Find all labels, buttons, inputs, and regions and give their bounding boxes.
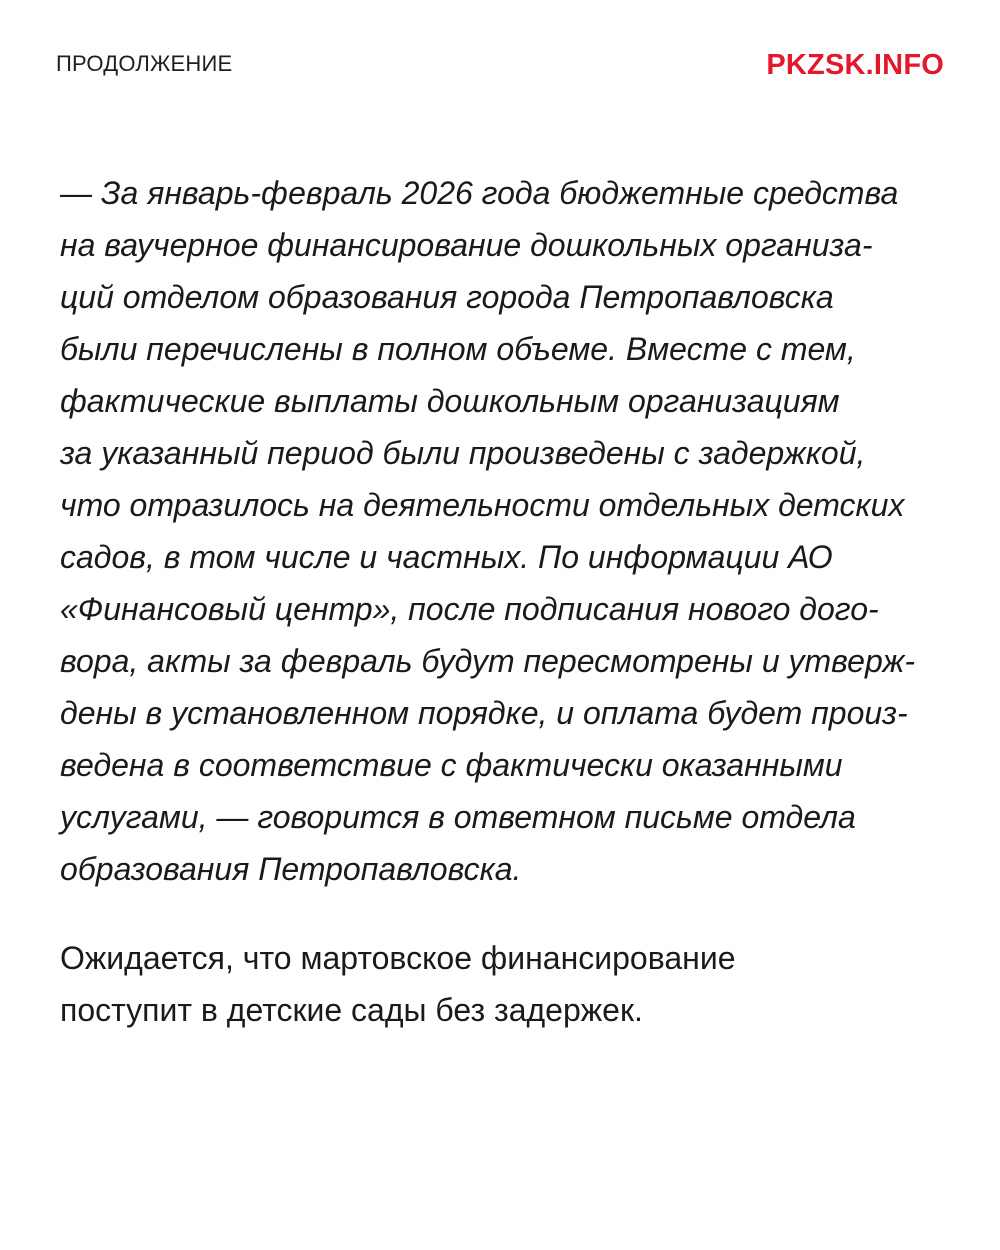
- section-label: ПРОДОЛЖЕНИЕ: [56, 51, 233, 76]
- quote-line: ведена в соответствие с фактически оказанными: [60, 747, 843, 783]
- quote-line: вора, акты за февраль будут пересмотрены и утверж-: [60, 643, 916, 679]
- quote-line: за указанный период были произведены с задержкой,: [60, 435, 866, 471]
- quote-line: — За январь-февраль 2026 года бюджетные средства: [60, 175, 899, 211]
- quote-line: ций отделом образования города Петропавловска: [60, 279, 834, 315]
- brand-logo-text: PKZSK.INFO: [766, 49, 944, 81]
- quote-line: фактические выплаты дошкольным организациям: [60, 383, 840, 419]
- conclusion-paragraph: [60, 932, 950, 1036]
- quote-line: «Финансовый центр», после подписания нового дого-: [60, 591, 879, 627]
- conclusion-line: поступит в детские сады без задержек.: [60, 992, 643, 1028]
- quote-line: на ваучерное финансирование дошкольных организа-: [60, 227, 873, 263]
- quote-line: дены в установленном порядке, и оплата будет произ-: [60, 695, 908, 731]
- quote-line: садов, в том числе и частных. По информации АО: [60, 539, 833, 575]
- quote-paragraph: [60, 167, 950, 895]
- quote-line: были перечислены в полном объеме. Вместе с тем,: [60, 331, 856, 367]
- quote-line: услугами, — говорится в ответном письме отдела: [60, 799, 856, 835]
- quote-line: что отразилось на деятельности отдельных детских: [60, 487, 905, 523]
- quote-line: образования Петропавловска.: [60, 851, 522, 887]
- header: [56, 49, 944, 81]
- conclusion-line: Ожидается, что мартовское финансирование: [60, 940, 736, 976]
